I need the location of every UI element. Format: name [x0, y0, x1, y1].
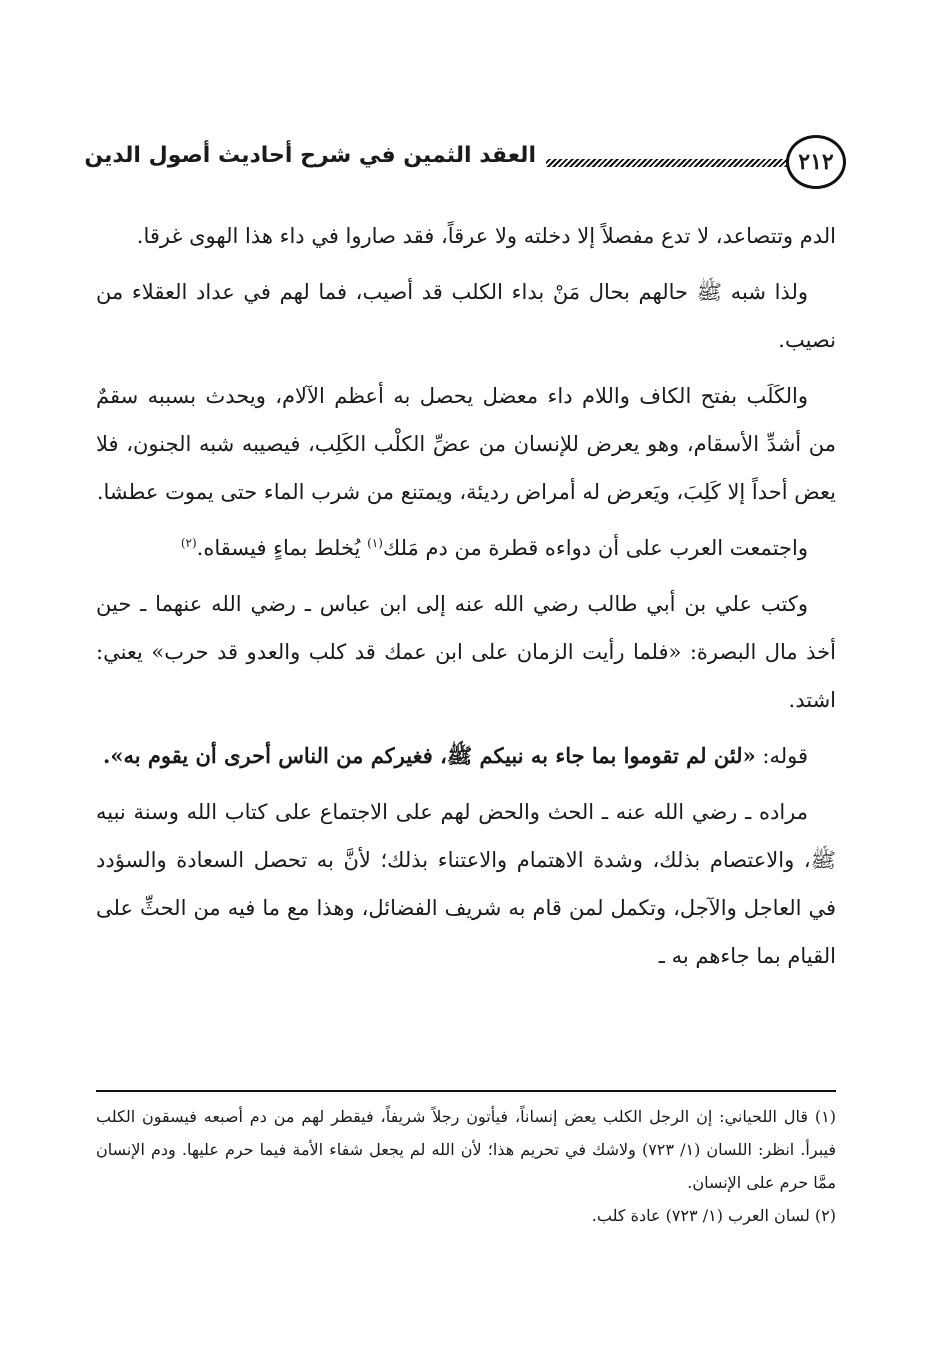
hadith-quote: «لئن لم تقوموا بما جاء به نبيكم ﷺ، فغيركم من الناس أحرى أن يقوم به». — [103, 743, 756, 768]
footnote-divider — [96, 1090, 836, 1092]
paragraph-1: الدم وتتصاعد، لا تدع مفصلاً إلا دخلته ولا عرقاً، فقد صاروا في داء هذا الهوى غرقا. — [136, 224, 836, 248]
running-title: العقد الثمين في شرح أحاديث أصول الدين — [74, 143, 546, 168]
footnotes — [96, 1100, 836, 1232]
main-text — [96, 212, 836, 988]
quote-lead: قوله: — [755, 744, 808, 768]
running-header — [84, 135, 846, 195]
paragraph-7: مراده ـ رضي الله عنه ـ الحث والحض لهم على الاجتماع على كتاب الله وسنة نبيه ﷺ، والاعتصام بذلك، وشدة الاهتمام والاعتناء بذلك؛ لأنَّ به تحصل السعادة والسؤدد في العاجل والآجل، وتكمل لمن قام به شريف الفضائل، وهذا مع ما فيه من الحثِّ على القيام بما جاءهم به ـ — [96, 800, 836, 968]
paragraph-4-text-end: يُخلط بماءٍ فيسقاه. — [196, 536, 368, 560]
page-number-badge: ٢١٢ — [786, 135, 846, 189]
footnote-ref-1[interactable]: (١) — [367, 536, 383, 550]
paragraph-4 — [96, 524, 836, 572]
paragraph-3: والكَلَب بفتح الكاف واللام داء معضل يحصل به أعظم الآلام، ويحدث بسببه سقمٌ من أشدِّ الأسقام، وهو يعرض للإنسان من عضِّ الكلْب الكَلِب، فيصيبه شبه الجنون، فلا يعض أحداً إلا كَلِبَ، ويَعرض له أمراض رديئة، ويمتنع من شرب الماء حتى يموت عطشا. — [96, 384, 836, 504]
footnote-2: (٢) لسان العرب (١/ ٧٢٣) عادة كلب. — [591, 1206, 836, 1225]
footnote-1: (١) قال اللحياني: إن الرجل الكلب يعض إنساناً، فيأتون رجلاً شريفاً، فيقطر لهم من دم أصبعه فيسقون الكلب فيبرأ. انظر: اللسان (١/ ٧٢٣) ولاشك في تحريم هذا؛ لأن الله لم يجعل شفاء الأمة فيما حرم عليها. ودم الإنسان ممَّا حرم على الإنسان. — [96, 1107, 837, 1192]
footnote-ref-2[interactable]: (٢) — [180, 536, 197, 550]
paragraph-2: ولذا شبه ﷺ حالهم بحال مَنْ بداء الكلب قد أصيب، فما لهم في عداد العقلاء من نصيب. — [96, 280, 836, 352]
paragraph-4-text: واجتمعت العرب على أن دواءه قطرة من دم مَلك — [382, 536, 808, 560]
paragraph-6 — [96, 732, 836, 780]
paragraph-5: وكتب علي بن أبي طالب رضي الله عنه إلى ابن عباس ـ رضي الله عنهما ـ حين أخذ مال البصرة: «فلما رأيت الزمان على ابن عمك قد كلب والعدو قد حرب» يعني: اشتد. — [96, 592, 836, 712]
